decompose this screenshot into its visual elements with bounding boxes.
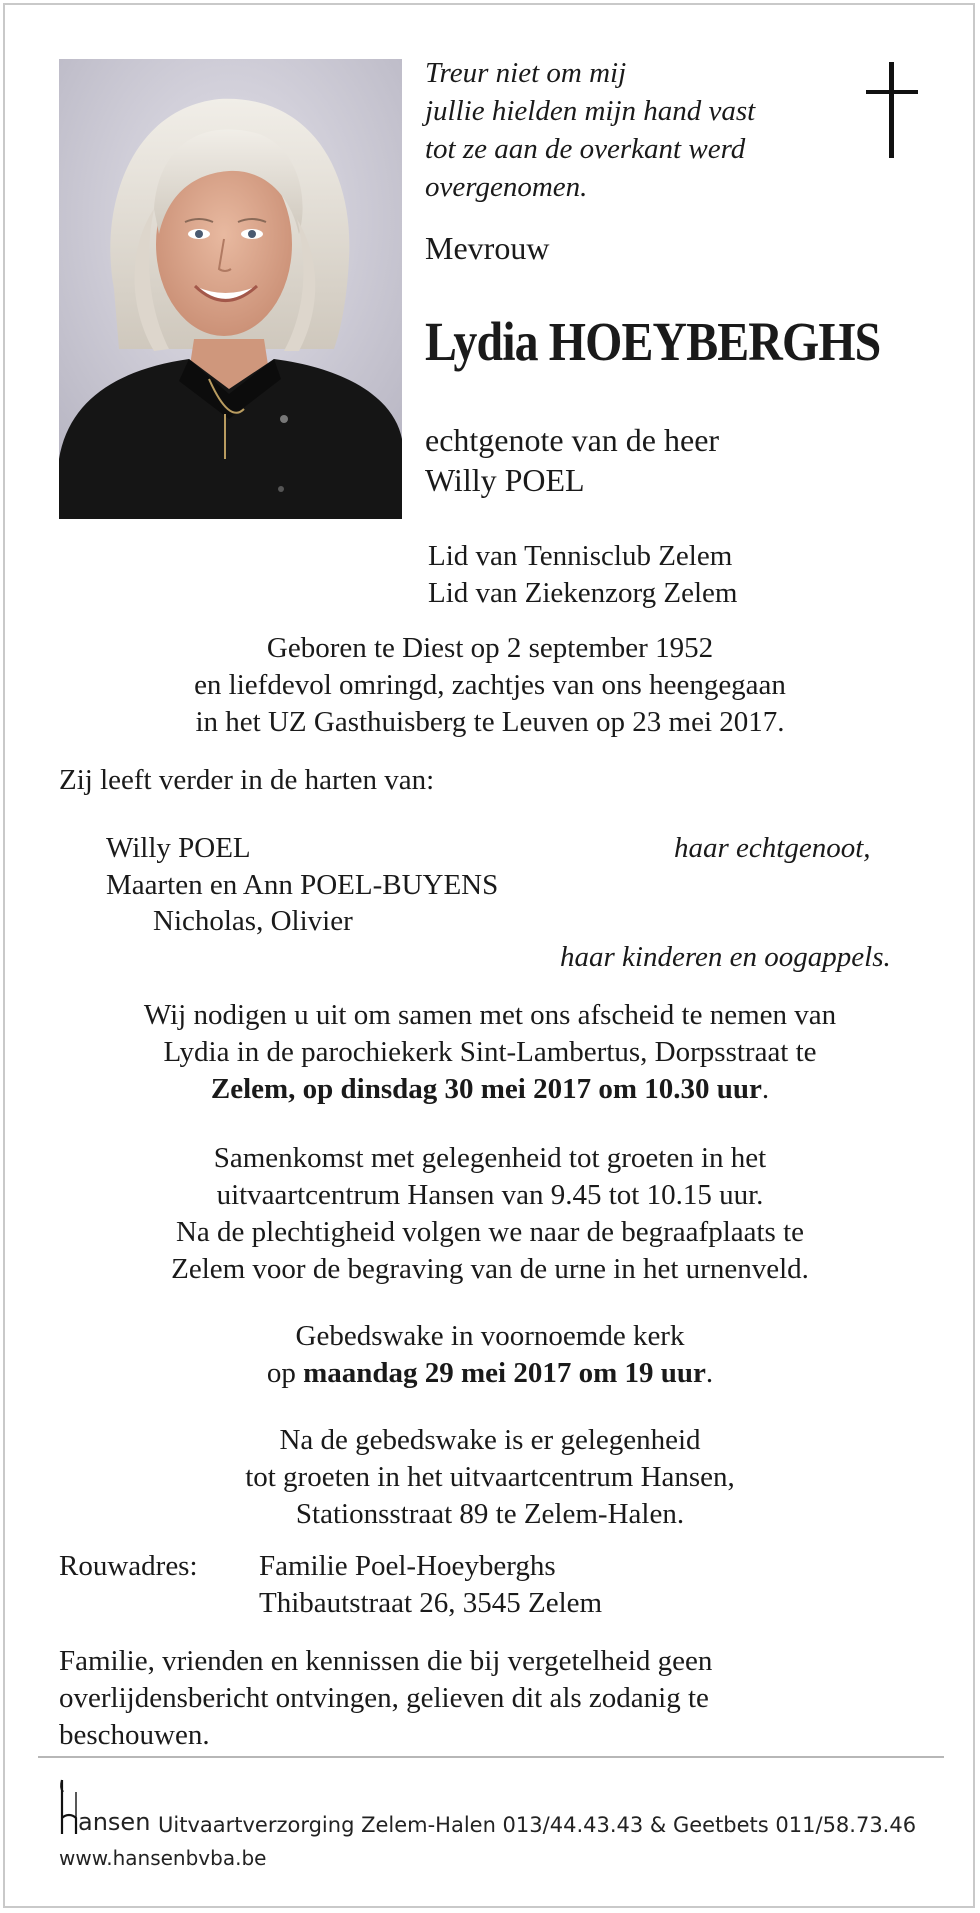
text-line: Wij nodigen u uit om samen met ons afscheid te nemen van	[143, 999, 837, 1031]
family-children-role: haar kinderen en oogappels.	[560, 941, 891, 973]
portrait-illustration	[59, 59, 402, 519]
vigil-paragraph	[30, 1318, 950, 1392]
funeral-date: Zelem, op dinsdag 30 mei 2017 om 10.30 uur	[210, 1073, 762, 1105]
vigil-date: maandag 29 mei 2017 om 19 uur	[303, 1357, 706, 1389]
text-line: uitvaartcentrum Hansen van 9.45 tot 10.15 uur.	[216, 1179, 764, 1211]
spouse-relation: echtgenote van de heer	[425, 422, 720, 458]
text-line: beschouwen.	[59, 1719, 210, 1751]
text-line: Gebedswake in voornoemde kerk	[295, 1320, 685, 1352]
website-link[interactable]: www.hansenbvba.be	[59, 1846, 267, 1870]
survived-intro: Zij leeft verder in de harten van:	[59, 764, 435, 796]
spouse-name: Willy POEL	[425, 462, 585, 498]
address-line: Familie Poel-Hoeyberghs	[259, 1550, 556, 1582]
family-spouse-role: haar echtgenoot,	[674, 832, 871, 864]
text-line: Geboren te Diest op 2 september 1952	[266, 632, 714, 664]
gathering-paragraph	[30, 1140, 950, 1288]
text-line: op maandag 29 mei 2017 om 19 uur.	[266, 1357, 714, 1389]
footer-divider	[38, 1756, 944, 1758]
family-grandchildren: Nicholas, Olivier	[153, 905, 353, 937]
membership-item: Lid van Ziekenzorg Zelem	[428, 577, 738, 609]
deceased-name: Lydia HOEYBERGHS	[425, 311, 881, 372]
text-line: Stationsstraat 89 te Zelem-Halen.	[295, 1498, 685, 1530]
text-line: Lydia in de parochiekerk Sint-Lambertus, Dorpsstraat te	[163, 1036, 817, 1068]
text-line: Na de gebedswake is er gelegenheid	[279, 1424, 701, 1456]
closing-paragraph	[59, 1643, 939, 1754]
poem-line: tot ze aan de overkant werd	[425, 133, 746, 165]
spouse-info	[425, 420, 719, 500]
text-line: en liefdevol omringd, zachtjes van ons heengegaan	[194, 669, 786, 701]
membership-item: Lid van Tennisclub Zelem	[428, 540, 733, 572]
poem-line: overgenomen.	[425, 171, 588, 203]
cross-icon	[862, 62, 922, 158]
address-line: Thibautstraat 26, 3545 Zelem	[259, 1587, 603, 1619]
invitation-paragraph	[30, 997, 950, 1108]
address-label: Rouwadres:	[59, 1550, 198, 1582]
poem-line: jullie hielden mijn hand vast	[425, 95, 756, 127]
text-line: in het UZ Gasthuisberg te Leuven op 23 mei 2017.	[195, 706, 785, 738]
text-line: Samenkomst met gelegenheid tot groeten in het	[213, 1142, 767, 1174]
text-line: tot groeten in het uitvaartcentrum Hansen,	[245, 1461, 735, 1493]
text-line: Zelem, op dinsdag 30 mei 2017 om 10.30 uur.	[210, 1073, 770, 1105]
text-line: Na de plechtigheid volgen we naar de begraafplaats te	[175, 1216, 805, 1248]
funeral-home-info: Uitvaartverzorging Zelem-Halen 013/44.43.43 & Geetbets 011/58.73.46	[158, 1813, 917, 1837]
text-line: overlijdensbericht ontvingen, gelieven dit als zodanig te	[59, 1682, 709, 1714]
family-child: Maarten en Ann POEL-BUYENS	[106, 869, 499, 901]
memberships	[428, 538, 737, 612]
birth-death-paragraph	[30, 630, 950, 741]
poem	[425, 54, 835, 206]
portrait-photo	[59, 59, 402, 519]
brand-name: ansen	[78, 1808, 151, 1836]
poem-line: Treur niet om mij	[425, 57, 627, 89]
address-block	[259, 1548, 602, 1622]
after-vigil-paragraph	[30, 1422, 950, 1533]
text-line: Familie, vrienden en kennissen die bij vergetelheid geen	[59, 1645, 713, 1677]
text-line: Zelem voor de begraving van de urne in het urnenveld.	[171, 1253, 809, 1285]
honorific-title: Mevrouw	[425, 230, 550, 266]
family-spouse: Willy POEL	[106, 832, 251, 864]
